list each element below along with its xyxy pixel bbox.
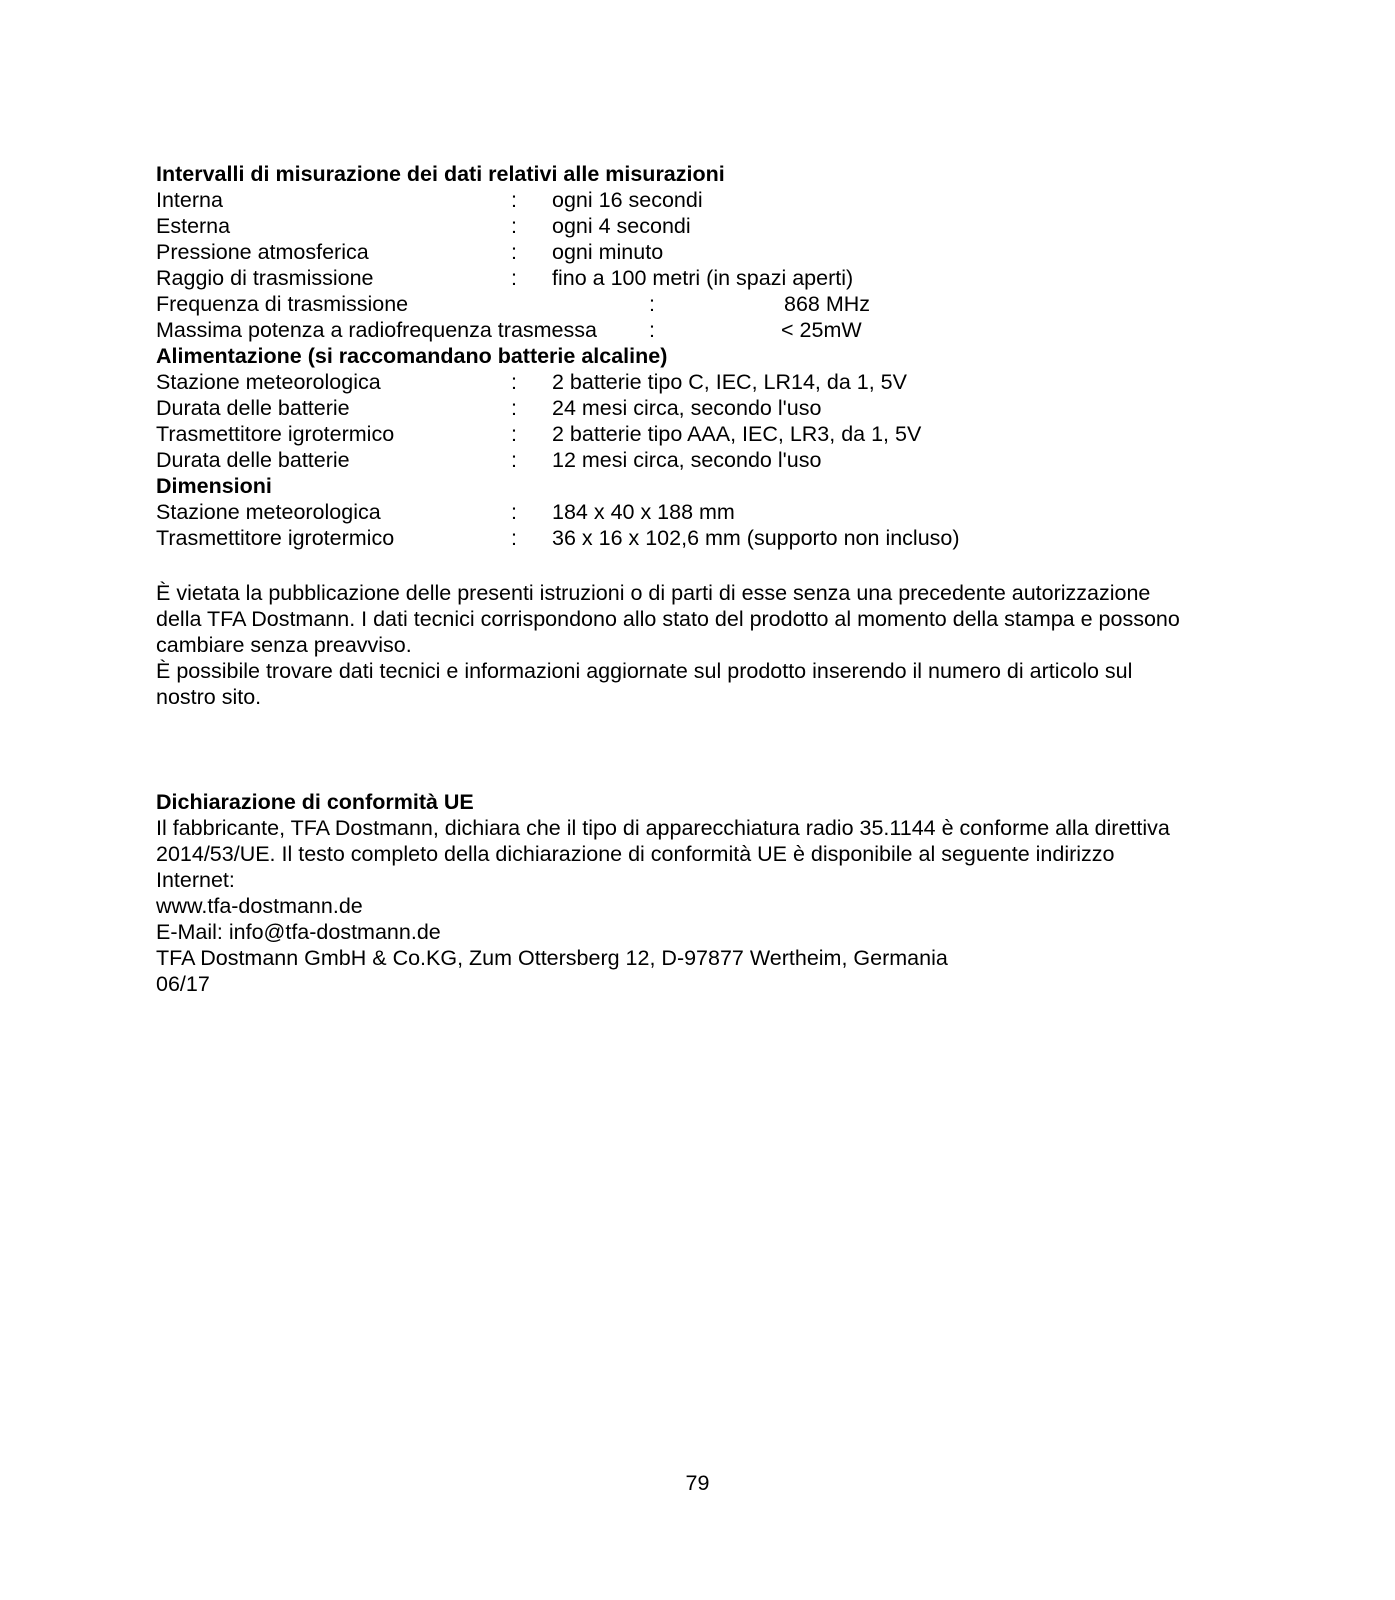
spec-label: Frequenza di trasmissione bbox=[156, 292, 409, 316]
spec-row-station-batteries bbox=[156, 369, 1256, 395]
spec-label: Trasmettitore igrotermico bbox=[156, 526, 395, 550]
spec-value: < 25mW bbox=[781, 318, 862, 342]
spec-value: ogni minuto bbox=[552, 240, 664, 264]
spec-value: 184 x 40 x 188 mm bbox=[552, 500, 735, 524]
notice-line: È vietata la pubblicazione delle presenti istruzioni o di parti di esse senza una precedente autorizzazione bbox=[156, 581, 1151, 605]
notice-line: cambiare senza preavviso. bbox=[156, 633, 412, 657]
page-number: 79 bbox=[685, 1471, 710, 1495]
spec-value: 12 mesi circa, secondo l'uso bbox=[552, 448, 822, 472]
spec-separator: : bbox=[511, 396, 517, 420]
spec-separator: : bbox=[511, 240, 517, 264]
spec-value: 36 x 16 x 102,6 mm (supporto non incluso) bbox=[552, 526, 960, 550]
conformity-line: Il fabbricante, TFA Dostmann, dichiara che il tipo di apparecchiatura radio 35.1144 è conforme alla direttiva bbox=[156, 816, 1170, 840]
spec-value: 868 MHz bbox=[784, 292, 871, 316]
conformity-heading: Dichiarazione di conformità UE bbox=[156, 790, 474, 814]
spec-separator: : bbox=[511, 500, 517, 524]
spec-separator: : bbox=[511, 188, 517, 212]
date-code: 06/17 bbox=[156, 972, 210, 996]
spec-label: Stazione meteorologica bbox=[156, 500, 381, 524]
spec-row-range bbox=[156, 265, 1256, 291]
spec-value: 2 batterie tipo C, IEC, LR14, da 1, 5V bbox=[552, 370, 907, 394]
spec-value: 24 mesi circa, secondo l'uso bbox=[552, 396, 822, 420]
spec-row-station-battery-life bbox=[156, 395, 1256, 421]
spec-label: Interna bbox=[156, 188, 223, 212]
spec-label: Durata delle batterie bbox=[156, 396, 350, 420]
notice-paragraph bbox=[156, 580, 1256, 710]
spec-row-transmitter-battery-life bbox=[156, 447, 1256, 473]
spec-separator: : bbox=[511, 370, 517, 394]
spec-row-station-dimensions bbox=[156, 499, 1256, 525]
spec-label: Pressione atmosferica bbox=[156, 240, 369, 264]
conformity-line: 2014/53/UE. Il testo completo della dichiarazione di conformità UE è disponibile al seguente indirizzo bbox=[156, 842, 1115, 866]
intervals-heading: Intervalli di misurazione dei dati relativi alle misurazioni bbox=[156, 162, 725, 186]
spec-row-internal bbox=[156, 187, 1256, 213]
specifications-section bbox=[156, 161, 1256, 551]
dimensions-heading: Dimensioni bbox=[156, 474, 272, 498]
spec-row-power bbox=[156, 317, 1256, 343]
spec-separator: : bbox=[511, 448, 517, 472]
spec-row-frequency bbox=[156, 291, 1256, 317]
spec-label: Raggio di trasmissione bbox=[156, 266, 374, 290]
spec-separator: : bbox=[511, 214, 517, 238]
power-heading: Alimentazione (si raccomandano batterie alcaline) bbox=[156, 344, 668, 368]
notice-line: nostro sito. bbox=[156, 685, 262, 709]
address-text: TFA Dostmann GmbH & Co.KG, Zum Ottersberg 12, D-97877 Wertheim, Germania bbox=[156, 946, 948, 970]
spec-value: 2 batterie tipo AAA, IEC, LR3, da 1, 5V bbox=[552, 422, 922, 446]
spec-row-pressure bbox=[156, 239, 1256, 265]
spec-label: Trasmettitore igrotermico bbox=[156, 422, 395, 446]
spec-label: Durata delle batterie bbox=[156, 448, 350, 472]
spec-separator: : bbox=[511, 422, 517, 446]
spec-label: Massima potenza a radiofrequenza trasmessa bbox=[156, 318, 597, 342]
email-text: E-Mail: info@tfa-dostmann.de bbox=[156, 920, 441, 944]
website-text: www.tfa-dostmann.de bbox=[156, 894, 363, 918]
spec-row-transmitter-dimensions bbox=[156, 525, 1256, 551]
spec-value: ogni 4 secondi bbox=[552, 214, 691, 238]
spec-row-transmitter-batteries bbox=[156, 421, 1256, 447]
spec-row-external bbox=[156, 213, 1256, 239]
notice-line: È possibile trovare dati tecnici e informazioni aggiornate sul prodotto inserendo il numero di articolo sul bbox=[156, 659, 1133, 683]
spec-separator: : bbox=[649, 318, 655, 342]
conformity-section bbox=[156, 789, 1256, 997]
notice-line: della TFA Dostmann. I dati tecnici corrispondono allo stato del prodotto al momento della stampa e possono bbox=[156, 607, 1180, 631]
spec-separator: : bbox=[511, 266, 517, 290]
spec-label: Esterna bbox=[156, 214, 231, 238]
spec-value: ogni 16 secondi bbox=[552, 188, 703, 212]
spec-value: fino a 100 metri (in spazi aperti) bbox=[552, 266, 854, 290]
conformity-line: Internet: bbox=[156, 868, 235, 892]
spec-separator: : bbox=[511, 526, 517, 550]
spec-label: Stazione meteorologica bbox=[156, 370, 381, 394]
spec-separator: : bbox=[649, 292, 655, 316]
